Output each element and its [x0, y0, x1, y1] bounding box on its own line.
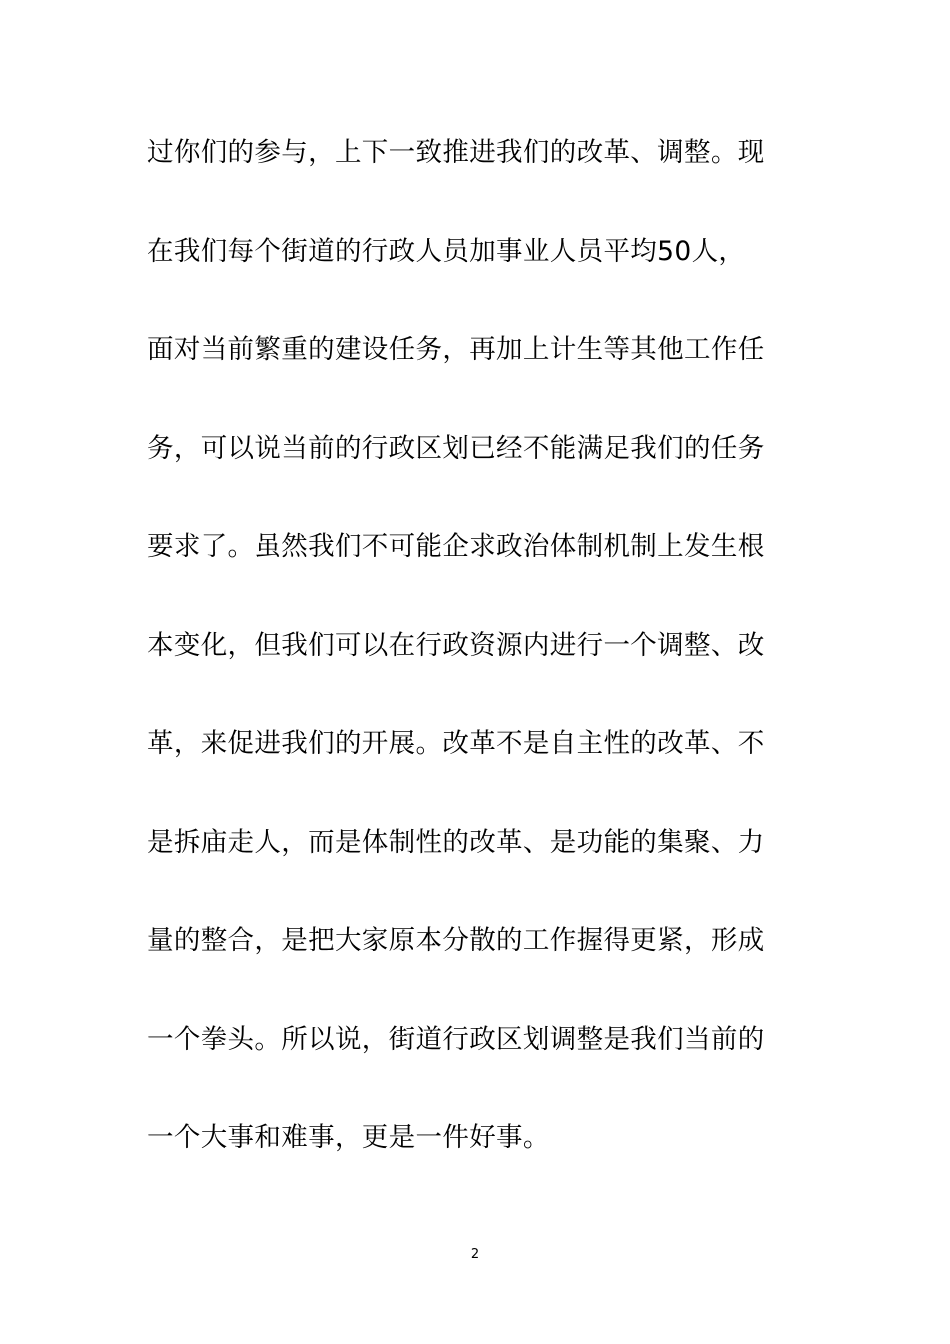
text-line: 是拆庙走人，而是体制性的改革、是功能的集聚、力	[147, 826, 765, 858]
text-line: 务，可以说当前的行政区划已经不能满足我们的任务	[147, 432, 765, 464]
text-line: 量的整合，是把大家原本分散的工作握得更紧，形成	[147, 925, 765, 956]
text-line: 革，来促进我们的开展。改革不是自主性的改革、不	[147, 728, 765, 759]
text-line: 面对当前繁重的建设任务，再加上计生等其他工作任	[147, 334, 765, 365]
page-number: 2	[470, 1247, 480, 1262]
body-text	[147, 127, 807, 1211]
text-line: 一个拳头。所以说，街道行政区划调整是我们当前的	[147, 1023, 765, 1055]
text-line: 要求了。虽然我们不可能企求政治体制机制上发生根	[147, 531, 765, 562]
text-line: 在我们每个街道的行政人员加事业人员平均50人，	[147, 235, 746, 267]
text-line: 本变化，但我们可以在行政资源内进行一个调整、改	[147, 629, 765, 661]
text-line: 一个大事和难事，更是一件好事。	[147, 1122, 550, 1153]
text-line: 过你们的参与，上下一致推进我们的改革、调整。现	[147, 137, 765, 168]
